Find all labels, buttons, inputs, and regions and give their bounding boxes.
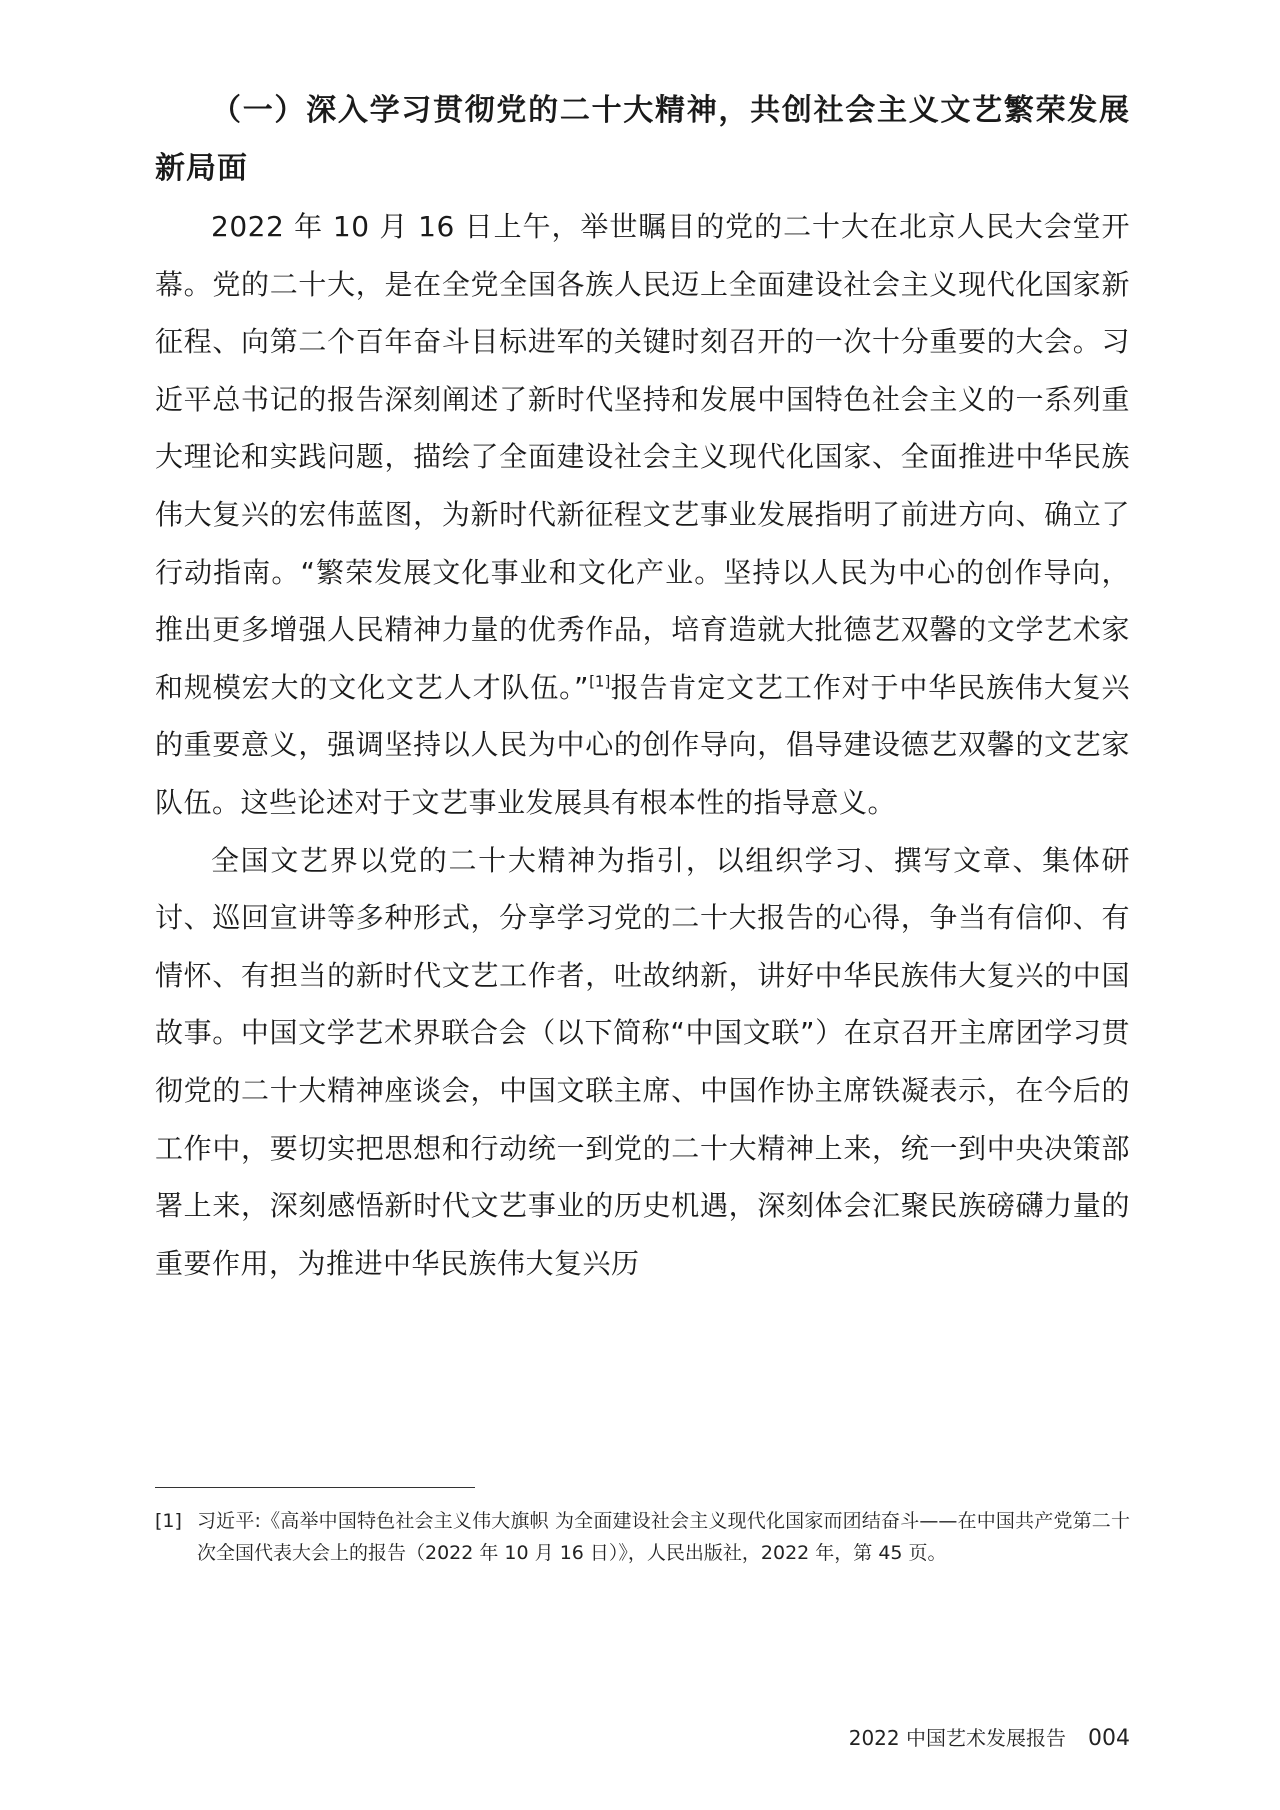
footnote-divider — [155, 1487, 475, 1488]
paragraph-2: 全国文艺界以党的二十大精神为指引，以组织学习、撰写文章、集体研讨、巡回宣讲等多种形式，分享学习党的二十大报告的心得，争当有信仰、有情怀、有担当的新时代文艺工作者，吐故纳新，讲好中华民族伟大复兴的中国故事。中国文学艺术界联合会（以下简称“中国文联”）在京召开主席团学习贯彻党的二十大精神座谈会，中国文联主席、中国作协主席铁凝表示，在今后的工作中，要切实把思想和行动统一到党的二十大精神上来，统一到中央决策部署上来，深刻感悟新时代文艺事业的历史机遇，深刻体会汇聚民族磅礴力量的重要作用，为推进中华民族伟大复兴历 — [155, 843, 1130, 1280]
body-text — [155, 198, 1130, 1292]
paragraph-1-text-a: 2022 年 10 月 16 日上午，举世瞩目的党的二十大在北京人民大会堂开幕。党的二十大，是在全党全国各族人民迈上全面建设社会主义现代化国家新征程、向第二个百年奋斗目标进军的关键时刻召开的一次十分重要的大会。习近平总书记的报告深刻阐述了新时代坚持和发展中国特色社会主义的一系列重大理论和实践问题，描绘了全面建设社会主义现代化国家、全面推进中华民族伟大复兴的宏伟蓝图，为新时代新征程文艺事业发展指明了前进方向、确立了行动指南。“繁荣发展文化事业和文化产业。坚持以人民为中心的创作导向，推出更多增强人民精神力量的优秀作品，培育造就大批德艺双馨的文学艺术家和规模宏大的文化文艺人才队伍。” — [155, 210, 1130, 704]
footnote-reference[interactable]: [1] — [589, 672, 611, 691]
paragraph-1-text-b: 报告肯定文艺工作对于中华民族伟大复兴的重要意义，强调坚持以人民为中心的创作导向，倡导建设德艺双馨的文艺家队伍。这些论述对于文艺事业发展具有根本性的指导意义。 — [155, 670, 1130, 819]
footnote-text: 习近平:《高举中国特色社会主义伟大旗帜 为全面建设社会主义现代化国家而团结奋斗——在中国共产党第二十次全国代表大会上的报告（2022 年 10 月 16 日）》，人民出版社，2022 年，第 45 页。 — [197, 1510, 1130, 1564]
footnote-number: [1] — [155, 1510, 182, 1532]
running-footer-title: 2022 中国艺术发展报告 — [848, 1726, 1066, 1750]
page-number: 004 — [1088, 1726, 1130, 1751]
section-heading: （一）深入学习贯彻党的二十大精神，共创社会主义文艺繁荣发展新局面 — [155, 93, 1130, 186]
page-footer — [849, 1723, 1130, 1754]
footnote — [155, 1505, 1130, 1569]
paragraph-1 — [155, 198, 1130, 832]
